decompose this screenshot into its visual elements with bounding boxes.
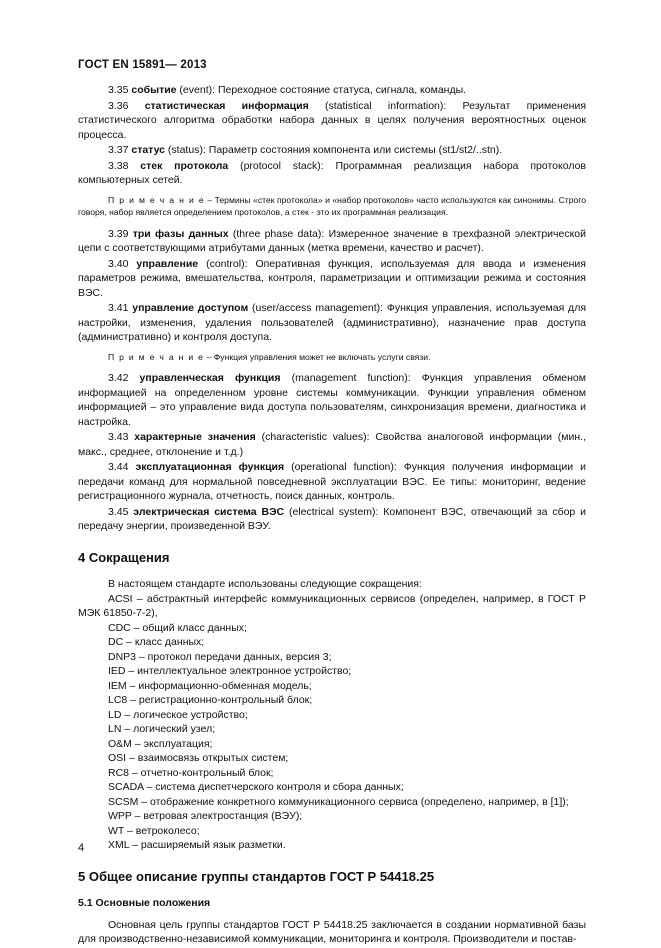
abbreviation-item: OSI – взаимосвязь открытых систем; xyxy=(108,752,289,764)
abbreviation-item: LD – логическое устройство; xyxy=(108,708,248,721)
abbreviation-item: LN – логический узел; xyxy=(108,723,216,735)
page-number: 4 xyxy=(78,842,85,854)
abbreviation-item: ACSI – абстрактный интерфейс коммуникационных сервисов (определен, например, в ГОСТ Р МЭК 61850-7-2), xyxy=(78,592,586,619)
definition-number: 3.43 xyxy=(108,431,129,443)
definition-item xyxy=(78,505,586,534)
subsection-5-1-heading: 5.1 Основные положения xyxy=(78,897,211,909)
definition-term: стек протокола xyxy=(140,159,229,172)
definition-item xyxy=(78,159,586,188)
abbreviation-item: IEM – информационно-обменная модель; xyxy=(108,679,312,692)
note-protocol-stack xyxy=(78,194,586,219)
abbreviation-item: WPP – ветровая электростанция (ВЭУ); xyxy=(108,810,303,822)
abbreviation-item: RC8 – отчетно-контрольный блок; xyxy=(108,766,274,779)
definition-term: статистическая информация xyxy=(144,99,309,112)
definition-item xyxy=(78,99,586,143)
definition-text: (control): Оперативная функция, используемая для ввода и изменения параметров режима, вмешательства, контроля, параметризации и оптимизации режима и состояния ВЭС. xyxy=(78,257,586,299)
definition-item xyxy=(78,460,586,504)
definition-text: (status): Параметр состояния компонента или системы (st1/st2/..stn). xyxy=(165,144,503,156)
definition-number: 3.41 xyxy=(108,302,129,314)
abbreviation-item: IED – интеллектуальное электронное устройство; xyxy=(108,665,352,677)
definitions-group-c xyxy=(78,371,586,534)
definition-term: событие xyxy=(131,84,177,96)
abbreviation-item: SCSM – отображение конкретного коммуникационного сервиса (определено, например, в [1]); xyxy=(108,795,569,808)
document-header: ГОСТ EN 15891— 2013 xyxy=(78,59,207,71)
definitions-group-a xyxy=(78,83,586,188)
definition-item xyxy=(78,143,586,158)
abbreviation-item: DNP3 – протокол передачи данных, версия 3; xyxy=(108,650,332,663)
definition-text: (operational function): Функция получения информации и передачи команд для нормальной повседневной эксплуатации ВЭС. Ее типы: мониторинг, ведение регистрационного журнала, отчетность, поиск данных, контроль. xyxy=(78,461,586,502)
note-text: – Термины «стек протокола» и «набор протоколов» часто используются как синонимы. Строго говоря, набор является определением протоколов, а стек - это их программная реализация. xyxy=(78,194,586,217)
definition-number: 3.35 xyxy=(108,84,129,96)
abbreviation-item: XML – расширяемый язык разметки. xyxy=(108,839,286,851)
section-5-1-paragraph: Основная цель группы стандартов ГОСТ Р 54418.25 заключается в создании нормативной базы для производственно-независимой коммуникации, мониторинга и контроля. Производители и постав- xyxy=(78,918,586,945)
definition-text: (electrical system): Компонент ВЭС, отвечающий за сбор и передачу энергии, произведенной ВЭУ. xyxy=(78,505,586,532)
definition-item xyxy=(78,227,586,256)
abbreviation-item: CDC – общий класс данных; xyxy=(108,621,247,634)
abbreviation-item: SCADA – система диспетчерского контроля и сбора данных; xyxy=(108,781,404,793)
definition-text: (three phase data): Измеренное значение в трехфазной электрической цепи с соответствующими атрибутами данных (метка времени, качество и расчет). xyxy=(78,227,587,254)
definition-item xyxy=(78,301,586,345)
definition-text: (protocol stack): Программная реализация набора протоколов компьютерных сетей. xyxy=(78,159,586,186)
abbreviation-item: O&M – эксплуатация; xyxy=(108,737,213,750)
definition-text: (statistical information): Результат применения статистического алгоритма обработки набора данных в целях получения вероятностных оценок процесса. xyxy=(78,99,587,141)
abbreviation-item: LC8 – регистрационно-контрольный блок; xyxy=(108,694,313,706)
abbreviation-item: WT – ветроколесо; xyxy=(108,824,200,837)
definition-number: 3.40 xyxy=(108,257,129,270)
note-label: П р и м е ч а н и е xyxy=(108,194,205,205)
definition-term: три фазы данных xyxy=(132,227,229,240)
definition-term: статус xyxy=(131,144,166,156)
definition-term: характерные значения xyxy=(134,431,256,443)
section-5-heading: 5 Общее описание группы стандартов ГОСТ Р 54418.25 xyxy=(78,868,435,884)
definition-number: 3.45 xyxy=(108,505,129,518)
definition-number: 3.39 xyxy=(108,227,129,240)
definition-term: эксплуатационная функция xyxy=(135,461,285,473)
definition-number: 3.42 xyxy=(108,372,129,384)
definition-number: 3.36 xyxy=(108,99,129,112)
definition-term: управление xyxy=(136,257,199,270)
definition-text: (user/access management): Функция управления, используемая для настройки, изменения, удаления пользователей (административно), назначение прав доступа (административно) и контроля доступа. xyxy=(78,302,587,343)
definition-text: (event): Переходное состояние статуса, сигнала, команды. xyxy=(176,84,467,96)
definition-term: управление доступом xyxy=(132,302,249,314)
abbreviations-list xyxy=(78,592,586,853)
definition-number: 3.44 xyxy=(108,461,129,473)
definition-item xyxy=(78,257,586,301)
definition-text: (characteristic values): Свойства аналоговой информации (мин., макс., среднее, отклонение и т.д.) xyxy=(78,431,587,458)
note-label: П р и м е ч а н и е xyxy=(108,351,205,362)
section-4-heading: 4 Сокращения xyxy=(78,549,170,565)
note-text: – Функция управления может не включать услуги связи. xyxy=(204,351,431,362)
definition-item xyxy=(78,371,586,429)
page-body xyxy=(78,83,586,948)
definition-number: 3.38 xyxy=(108,159,129,172)
definition-item xyxy=(78,83,586,98)
definition-term: электрическая система ВЭС xyxy=(133,505,285,518)
definition-text: (management function): Функция управления обменом информацией на определенном уровне системы коммуникации. Функции управления обменом информацией – это управление вида доступа пользователям, синхронизация времени, диагностика и настройка. xyxy=(78,372,586,428)
definition-item xyxy=(78,430,586,459)
abbreviations-intro: В настоящем стандарте использованы следующие сокращения: xyxy=(108,578,422,590)
definition-term: управленческая функция xyxy=(139,372,281,384)
note-access-management xyxy=(78,351,586,364)
definitions-group-b xyxy=(78,227,586,345)
abbreviation-item: DC – класс данных; xyxy=(108,636,205,648)
definition-number: 3.37 xyxy=(108,144,129,156)
